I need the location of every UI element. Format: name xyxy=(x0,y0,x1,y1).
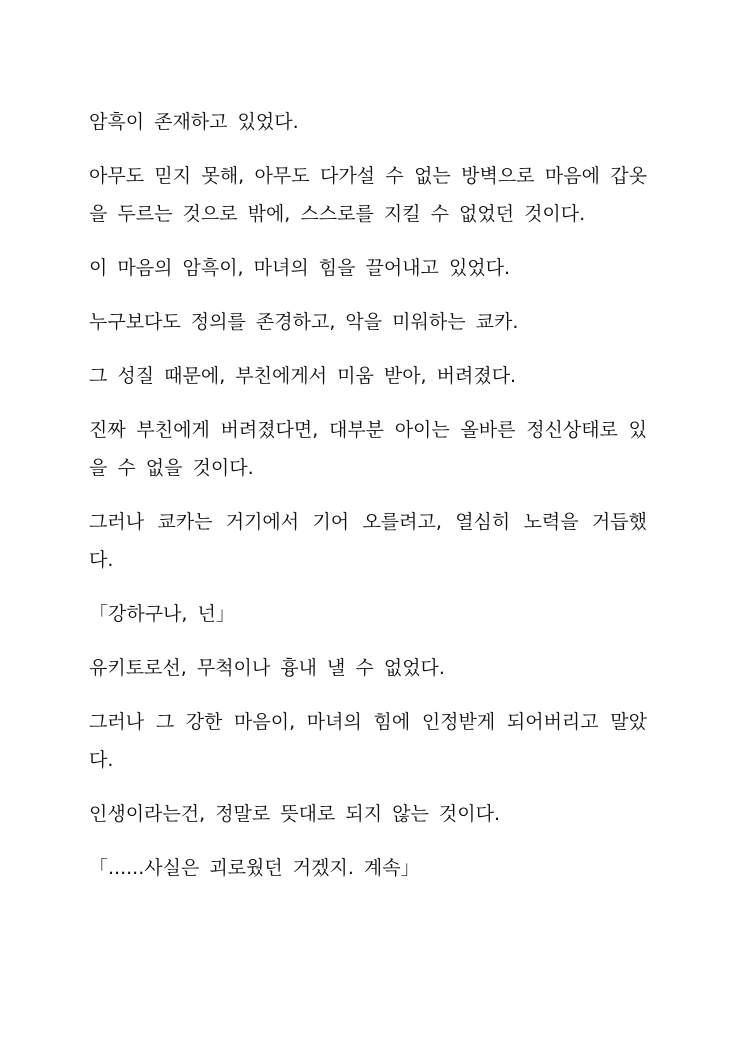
paragraph-5: 그 성질 때문에, 부친에게서 미움 받아, 버려졌다. xyxy=(89,365,517,387)
paragraph-3: 이 마음의 암흑이, 마녀의 힘을 끌어내고 있었다. xyxy=(89,257,511,279)
paragraph-9: 유키토로선, 무척이나 흉내 낼 수 없었다. xyxy=(89,657,445,679)
paragraph-4: 누구보다도 정의를 존경하고, 악을 미워하는 쿄카. xyxy=(89,311,519,333)
paragraph-10: 그러나 그 강한 마음이, 마녀의 힘에 인정받게 되어버리고 말았다. xyxy=(89,711,647,771)
paragraph-7: 그러나 쿄카는 거기에서 기어 오를려고, 열심히 노력을 거듭했다. xyxy=(89,511,647,571)
document-page xyxy=(89,103,647,903)
paragraph-8-dialogue: 「강하구나, 넌」 xyxy=(89,603,235,625)
paragraph-12-dialogue: 「......사실은 괴로웠던 거겠지. 계속」 xyxy=(89,857,420,879)
paragraph-11: 인생이라는건, 정말로 뜻대로 되지 않는 것이다. xyxy=(89,803,501,825)
paragraph-2: 아무도 믿지 못해, 아무도 다가설 수 없는 방벽으로 마음에 갑옷을 두르는 것으로 밖에, 스스로를 지킬 수 없었던 것이다. xyxy=(89,165,647,225)
paragraph-6: 진짜 부친에게 버려졌다면, 대부분 아이는 올바른 정신상태로 있을 수 없을 것이다. xyxy=(89,419,647,479)
paragraph-1: 암흑이 존재하고 있었다. xyxy=(89,111,299,133)
